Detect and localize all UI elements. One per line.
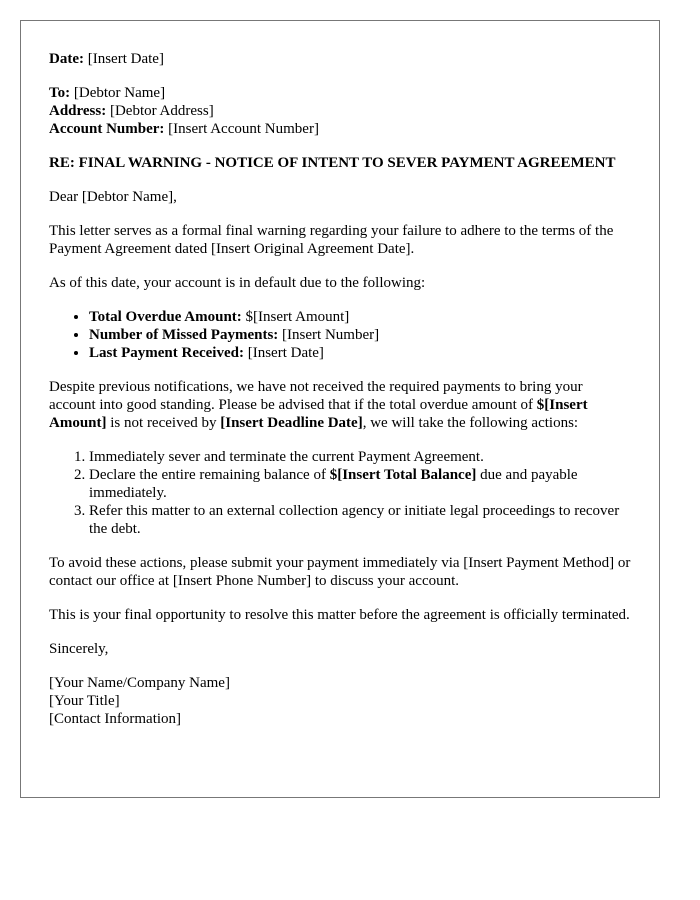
address-line <box>49 102 631 120</box>
date-value: [Insert Date] <box>87 51 164 67</box>
list-item <box>89 308 631 326</box>
list-item <box>89 466 631 502</box>
account-line <box>49 120 631 138</box>
notice-amount: $[Insert Amount] <box>49 397 588 431</box>
signature-contact: [Contact Information] <box>49 711 182 727</box>
account-value: [Insert Account Number] <box>168 121 319 137</box>
to-value: [Debtor Name] <box>73 85 166 101</box>
address-value: [Debtor Address] <box>109 103 214 119</box>
item-value: [Insert Date] <box>247 345 324 361</box>
final-paragraph: This is your final opportunity to resolve this matter before the agreement is officially terminated. <box>49 607 630 623</box>
item-label: Last Payment Received: <box>89 345 244 361</box>
letter-document <box>20 20 660 798</box>
notice-deadline: [Insert Deadline Date] <box>220 415 363 431</box>
list-item <box>89 344 631 362</box>
to-line <box>49 84 631 102</box>
list-item: 3. Refer this matter to an external collection agency or initiate legal proceedings to recover the debt. <box>89 502 631 538</box>
default-list <box>49 308 631 362</box>
signature-block <box>49 674 631 728</box>
recipient-block <box>49 84 631 138</box>
notice-paragraph <box>49 378 631 432</box>
intro-paragraph: This letter serves as a formal final warning regarding your failure to adhere to the terms of the Payment Agreement dated [Insert Original Agreement Date]. <box>49 223 614 257</box>
default-intro: As of this date, your account is in default due to the following: <box>49 275 426 291</box>
avoid-paragraph: To avoid these actions, please submit your payment immediately via [Insert Payment Method] or contact our office at [Insert Phone Number] to discuss your account. <box>49 555 631 589</box>
notice-text-2: is not received by <box>106 415 221 431</box>
address-label: Address: <box>49 103 107 119</box>
list-item <box>89 326 631 344</box>
account-label: Account Number: <box>49 121 165 137</box>
item-value: $[Insert Amount] <box>245 309 350 325</box>
closing: Sincerely, <box>49 641 109 657</box>
action-text-1: Declare the entire remaining balance of <box>89 467 330 483</box>
subject-line: RE: FINAL WARNING - NOTICE OF INTENT TO SEVER PAYMENT AGREEMENT <box>49 155 616 171</box>
item-value: [Insert Number] <box>282 327 380 343</box>
signature-name: [Your Name/Company Name] <box>49 675 230 691</box>
signature-title: [Your Title] <box>49 693 120 709</box>
date-line <box>49 50 631 68</box>
notice-text-1: Despite previous notifications, we have not received the required payments to bring your account into good standing. Please be advised that if the total overdue amount of <box>49 379 583 413</box>
action-text-2: due and payable immediately. <box>89 467 578 501</box>
item-label: Total Overdue Amount: <box>89 309 242 325</box>
total-balance: $[Insert Total Balance] <box>329 467 477 483</box>
date-label: Date: <box>49 51 84 67</box>
item-label: Number of Missed Payments: <box>89 327 279 343</box>
list-item: 1. Immediately sever and terminate the current Payment Agreement. <box>89 448 631 466</box>
actions-list <box>49 448 631 538</box>
salutation: Dear [Debtor Name], <box>49 189 177 205</box>
notice-text-3: , we will take the following actions: <box>362 415 579 431</box>
to-label: To: <box>49 85 71 101</box>
